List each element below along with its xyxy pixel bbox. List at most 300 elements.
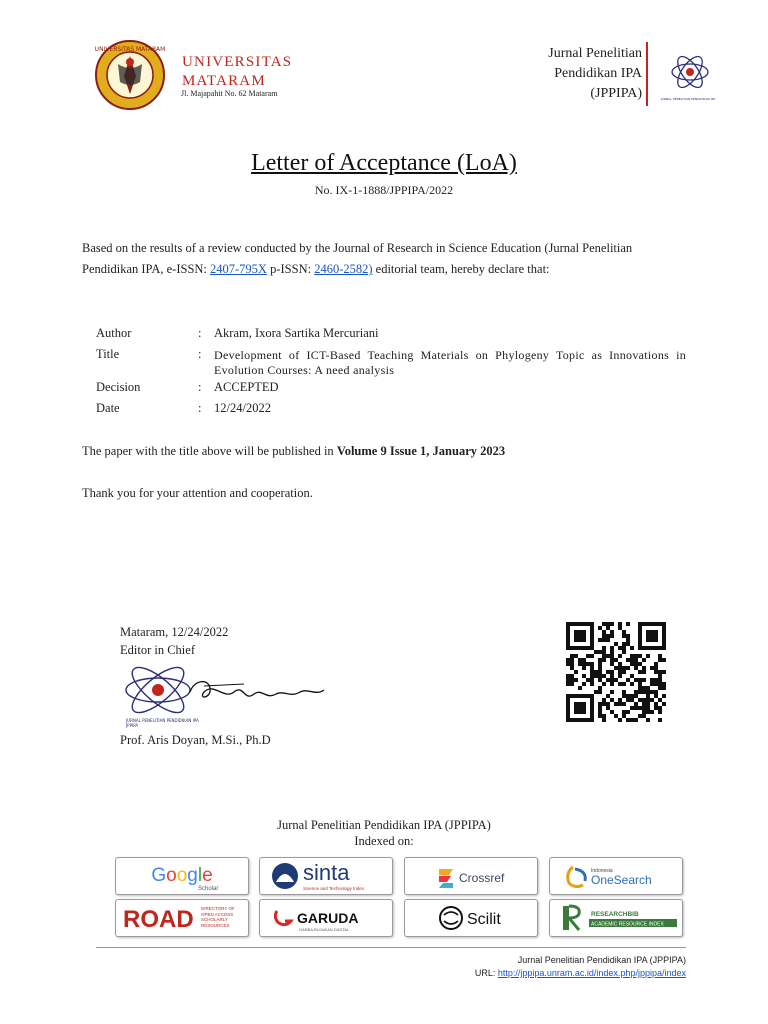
qr-module bbox=[566, 698, 570, 702]
qr-module bbox=[610, 674, 614, 678]
qr-module bbox=[574, 646, 578, 650]
qr-module bbox=[642, 710, 646, 714]
qr-module bbox=[602, 634, 606, 638]
svg-text:ACADEMIC RESOURCE INDEX: ACADEMIC RESOURCE INDEX bbox=[591, 921, 664, 928]
footer-divider bbox=[96, 947, 686, 948]
qr-module bbox=[574, 694, 578, 698]
qr-module bbox=[638, 634, 642, 638]
qr-module bbox=[634, 718, 638, 722]
svg-text:Scholar: Scholar bbox=[198, 886, 219, 892]
qr-code bbox=[561, 620, 671, 724]
title-colon: : bbox=[198, 347, 202, 361]
qr-module bbox=[574, 630, 578, 634]
qr-module bbox=[650, 638, 654, 642]
qr-module bbox=[662, 686, 666, 690]
qr-module bbox=[630, 706, 634, 710]
qr-module bbox=[662, 638, 666, 642]
qr-module bbox=[570, 646, 574, 650]
qr-module bbox=[570, 658, 574, 662]
qr-module bbox=[658, 698, 662, 702]
qr-module bbox=[662, 682, 666, 686]
qr-module bbox=[626, 666, 630, 670]
qr-module bbox=[566, 638, 570, 642]
qr-module bbox=[618, 718, 622, 722]
svg-text:Science and Technology Index: Science and Technology Index bbox=[303, 886, 364, 891]
qr-module bbox=[650, 634, 654, 638]
qr-module bbox=[622, 666, 626, 670]
qr-module bbox=[578, 634, 582, 638]
qr-module bbox=[638, 638, 642, 642]
university-address: Jl. Majapahit No. 62 Mataram bbox=[181, 89, 278, 98]
qr-module bbox=[626, 658, 630, 662]
qr-module bbox=[638, 714, 642, 718]
qr-module bbox=[638, 626, 642, 630]
qr-module bbox=[622, 682, 626, 686]
qr-module bbox=[650, 710, 654, 714]
svg-text:Crossref: Crossref bbox=[459, 871, 505, 885]
qr-module bbox=[582, 622, 586, 626]
thanks-statement: Thank you for your attention and cooperation. bbox=[82, 486, 313, 500]
qr-module bbox=[582, 710, 586, 714]
qr-module bbox=[626, 622, 630, 626]
qr-module bbox=[570, 678, 574, 682]
qr-module bbox=[590, 670, 594, 674]
qr-module bbox=[646, 630, 650, 634]
qr-module bbox=[642, 686, 646, 690]
qr-module bbox=[578, 630, 582, 634]
qr-module bbox=[622, 634, 626, 638]
eissn-link[interactable]: 2407-795X bbox=[210, 262, 267, 276]
qr-module bbox=[642, 706, 646, 710]
qr-module bbox=[618, 622, 622, 626]
qr-module bbox=[646, 706, 650, 710]
qr-module bbox=[642, 666, 646, 670]
qr-module bbox=[650, 622, 654, 626]
qr-module bbox=[578, 622, 582, 626]
qr-module bbox=[598, 678, 602, 682]
qr-module bbox=[630, 694, 634, 698]
qr-module bbox=[582, 658, 586, 662]
qr-module bbox=[638, 662, 642, 666]
journal-logo bbox=[652, 38, 716, 108]
qr-module bbox=[634, 694, 638, 698]
university-logo bbox=[88, 38, 174, 112]
qr-module bbox=[622, 650, 626, 654]
svg-text:RESEARCHBIB: RESEARCHBIB bbox=[591, 911, 639, 918]
qr-module bbox=[626, 710, 630, 714]
qr-module bbox=[618, 626, 622, 630]
qr-module bbox=[662, 694, 666, 698]
qr-module bbox=[638, 690, 642, 694]
qr-module bbox=[602, 674, 606, 678]
svg-text:JURNAL PENELITIAN PENDIDIKAN I: JURNAL PENELITIAN PENDIDIKAN IPA bbox=[660, 97, 716, 101]
crossref-badge[interactable] bbox=[404, 857, 538, 895]
qr-module bbox=[618, 662, 622, 666]
qr-module bbox=[598, 690, 602, 694]
qr-module bbox=[602, 702, 606, 706]
qr-module bbox=[642, 698, 646, 702]
qr-module bbox=[622, 646, 626, 650]
qr-module bbox=[578, 702, 582, 706]
qr-module bbox=[590, 634, 594, 638]
qr-module bbox=[618, 654, 622, 658]
google-scholar-badge[interactable] bbox=[115, 857, 249, 895]
onesearch-badge[interactable] bbox=[549, 857, 683, 895]
qr-module bbox=[634, 702, 638, 706]
qr-module bbox=[586, 654, 590, 658]
qr-module bbox=[630, 646, 634, 650]
qr-module bbox=[566, 678, 570, 682]
date-label: Date bbox=[96, 401, 120, 415]
qr-module bbox=[646, 690, 650, 694]
qr-module bbox=[590, 678, 594, 682]
qr-module bbox=[590, 666, 594, 670]
qr-module bbox=[654, 646, 658, 650]
qr-module bbox=[614, 666, 618, 670]
qr-module bbox=[566, 718, 570, 722]
garuda-badge[interactable] bbox=[259, 899, 393, 937]
qr-module bbox=[578, 658, 582, 662]
qr-module bbox=[646, 622, 650, 626]
qr-module bbox=[606, 670, 610, 674]
qr-module bbox=[630, 662, 634, 666]
qr-module bbox=[590, 638, 594, 642]
signature-name: Prof. Aris Doyan, M.Si., Ph.D bbox=[120, 733, 271, 747]
qr-module bbox=[610, 662, 614, 666]
qr-module bbox=[590, 706, 594, 710]
qr-module bbox=[642, 622, 646, 626]
qr-module bbox=[578, 638, 582, 642]
qr-module bbox=[658, 718, 662, 722]
qr-module bbox=[582, 718, 586, 722]
qr-module bbox=[606, 654, 610, 658]
qr-module bbox=[634, 678, 638, 682]
qr-module bbox=[642, 690, 646, 694]
qr-module bbox=[658, 654, 662, 658]
qr-module bbox=[646, 698, 650, 702]
qr-module bbox=[634, 666, 638, 670]
svg-text:Google: Google bbox=[151, 865, 213, 886]
qr-module bbox=[602, 682, 606, 686]
qr-module bbox=[618, 674, 622, 678]
qr-module bbox=[598, 670, 602, 674]
qr-module bbox=[626, 678, 630, 682]
qr-module bbox=[586, 622, 590, 626]
qr-module bbox=[646, 686, 650, 690]
qr-module bbox=[566, 646, 570, 650]
qr-module bbox=[614, 714, 618, 718]
qr-module bbox=[654, 666, 658, 670]
qr-module bbox=[606, 622, 610, 626]
qr-module bbox=[574, 634, 578, 638]
qr-module bbox=[606, 706, 610, 710]
intro-paragraph: Based on the results of a review conducted by the Journal of Research in Science Education (Jurnal Penelitian Pendidikan IPA, e-ISSN: 2407-795X p-ISSN: 2460-2582) editorial team, hereby declare that: bbox=[82, 241, 633, 276]
qr-module bbox=[610, 690, 614, 694]
qr-module bbox=[646, 702, 650, 706]
qr-module bbox=[646, 654, 650, 658]
qr-module bbox=[598, 662, 602, 666]
indexing-heading: Jurnal Penelitian Pendidikan IPA (JPPIPA) Indexed on: bbox=[277, 818, 491, 848]
road-badge[interactable]: ROAD DIRECTORY OF OPEN ACCESS SCHOLARLY RESOURCES bbox=[115, 899, 249, 937]
qr-module bbox=[598, 706, 602, 710]
qr-module bbox=[582, 674, 586, 678]
qr-module bbox=[610, 658, 614, 662]
qr-module bbox=[590, 702, 594, 706]
qr-module bbox=[578, 710, 582, 714]
qr-module bbox=[570, 674, 574, 678]
qr-module bbox=[614, 678, 618, 682]
qr-module bbox=[654, 662, 658, 666]
qr-module bbox=[606, 634, 610, 638]
qr-module bbox=[646, 634, 650, 638]
author-colon: : bbox=[198, 326, 202, 340]
qr-module bbox=[650, 682, 654, 686]
qr-module bbox=[570, 718, 574, 722]
qr-module bbox=[610, 678, 614, 682]
qr-module bbox=[566, 706, 570, 710]
qr-module bbox=[566, 714, 570, 718]
qr-module bbox=[610, 670, 614, 674]
svg-text:ROAD: ROAD bbox=[123, 906, 194, 933]
qr-module bbox=[602, 714, 606, 718]
qr-module bbox=[650, 666, 654, 670]
qr-module bbox=[642, 658, 646, 662]
svg-text:OneSearch: OneSearch bbox=[591, 873, 652, 887]
qr-module bbox=[638, 706, 642, 710]
publish-statement: The paper with the title above will be published in Volume 9 Issue 1, January 2023 bbox=[82, 444, 506, 458]
qr-module bbox=[614, 658, 618, 662]
qr-module bbox=[638, 642, 642, 646]
qr-module bbox=[590, 698, 594, 702]
qr-module bbox=[606, 702, 610, 706]
qr-module bbox=[574, 710, 578, 714]
qr-module bbox=[618, 666, 622, 670]
qr-module bbox=[602, 646, 606, 650]
qr-module bbox=[634, 690, 638, 694]
date-colon: : bbox=[198, 401, 202, 415]
qr-module bbox=[570, 622, 574, 626]
sinta-badge[interactable] bbox=[259, 857, 393, 895]
qr-module bbox=[662, 626, 666, 630]
qr-module bbox=[574, 718, 578, 722]
qr-module bbox=[602, 638, 606, 642]
qr-module bbox=[662, 642, 666, 646]
footer-journal: Jurnal Penelitian Pendidikan IPA (JPPIPA) bbox=[517, 955, 686, 965]
qr-module bbox=[578, 686, 582, 690]
qr-module bbox=[590, 662, 594, 666]
qr-module bbox=[574, 678, 578, 682]
qr-module bbox=[598, 686, 602, 690]
qr-module bbox=[570, 682, 574, 686]
qr-module bbox=[650, 630, 654, 634]
qr-module bbox=[654, 694, 658, 698]
qr-module bbox=[646, 694, 650, 698]
qr-module bbox=[638, 682, 642, 686]
qr-module bbox=[590, 710, 594, 714]
qr-module bbox=[630, 698, 634, 702]
qr-module bbox=[658, 682, 662, 686]
qr-module bbox=[626, 634, 630, 638]
qr-module bbox=[582, 630, 586, 634]
qr-module bbox=[618, 702, 622, 706]
qr-module bbox=[590, 682, 594, 686]
qr-module bbox=[566, 622, 570, 626]
qr-module bbox=[590, 622, 594, 626]
qr-module bbox=[566, 630, 570, 634]
date-value: 12/24/2022 bbox=[214, 401, 271, 415]
qr-module bbox=[570, 654, 574, 658]
header-divider bbox=[646, 42, 648, 106]
qr-module bbox=[586, 646, 590, 650]
qr-module bbox=[570, 694, 574, 698]
qr-module bbox=[566, 682, 570, 686]
qr-module bbox=[606, 626, 610, 630]
qr-module bbox=[642, 714, 646, 718]
qr-module bbox=[658, 622, 662, 626]
qr-module bbox=[658, 706, 662, 710]
qr-module bbox=[582, 694, 586, 698]
qr-module bbox=[566, 710, 570, 714]
qr-module bbox=[598, 626, 602, 630]
qr-module bbox=[586, 694, 590, 698]
researchbib-badge[interactable] bbox=[549, 899, 683, 937]
decision-colon: : bbox=[198, 380, 202, 394]
qr-module bbox=[650, 698, 654, 702]
qr-module bbox=[622, 694, 626, 698]
qr-module bbox=[590, 718, 594, 722]
qr-module bbox=[654, 690, 658, 694]
qr-module bbox=[590, 694, 594, 698]
qr-module bbox=[582, 702, 586, 706]
qr-module bbox=[658, 646, 662, 650]
qr-module bbox=[654, 634, 658, 638]
svg-text:UNIVERSITAS MATARAM: UNIVERSITAS MATARAM bbox=[94, 46, 166, 53]
letter-number: No. IX-1-1888/JPPIPA/2022 bbox=[314, 183, 454, 197]
svg-text:Scilit: Scilit bbox=[467, 911, 501, 928]
qr-module bbox=[610, 630, 614, 634]
qr-module bbox=[654, 630, 658, 634]
qr-module bbox=[622, 642, 626, 646]
qr-module bbox=[638, 646, 642, 650]
qr-module bbox=[566, 702, 570, 706]
qr-module bbox=[618, 670, 622, 674]
signature-place-date: Mataram, 12/24/2022 bbox=[120, 625, 229, 639]
qr-module bbox=[578, 706, 582, 710]
qr-module bbox=[566, 674, 570, 678]
qr-module bbox=[622, 714, 626, 718]
pissn-link[interactable]: 2460-2582) bbox=[314, 262, 373, 276]
qr-module bbox=[566, 658, 570, 662]
qr-module bbox=[642, 670, 646, 674]
qr-module bbox=[590, 626, 594, 630]
qr-module bbox=[662, 658, 666, 662]
qr-module bbox=[626, 718, 630, 722]
qr-module bbox=[582, 682, 586, 686]
qr-module bbox=[610, 650, 614, 654]
qr-module bbox=[610, 710, 614, 714]
letter-title: Letter of Acceptance (LoA) bbox=[251, 150, 517, 176]
qr-module bbox=[582, 706, 586, 710]
qr-module bbox=[658, 710, 662, 714]
qr-module bbox=[646, 710, 650, 714]
qr-module bbox=[626, 638, 630, 642]
qr-module bbox=[578, 694, 582, 698]
qr-module bbox=[574, 670, 578, 674]
qr-module bbox=[630, 658, 634, 662]
qr-module bbox=[654, 678, 658, 682]
qr-module bbox=[650, 690, 654, 694]
qr-module bbox=[638, 622, 642, 626]
qr-module bbox=[574, 654, 578, 658]
qr-module bbox=[566, 642, 570, 646]
qr-module bbox=[662, 670, 666, 674]
qr-module bbox=[614, 702, 618, 706]
qr-module bbox=[602, 658, 606, 662]
qr-module bbox=[638, 630, 642, 634]
decision-label: Decision bbox=[96, 380, 141, 394]
qr-module bbox=[658, 670, 662, 674]
qr-module bbox=[590, 654, 594, 658]
qr-module bbox=[610, 622, 614, 626]
qr-module bbox=[610, 698, 614, 702]
qr-module bbox=[638, 698, 642, 702]
qr-module bbox=[626, 694, 630, 698]
qr-module bbox=[654, 706, 658, 710]
qr-module bbox=[570, 666, 574, 670]
qr-module bbox=[646, 646, 650, 650]
qr-module bbox=[634, 662, 638, 666]
journal-url-link[interactable]: http://jppipa.unram.ac.id/index.php/jppipa/index bbox=[497, 968, 686, 978]
qr-module bbox=[630, 682, 634, 686]
qr-module bbox=[574, 622, 578, 626]
qr-module bbox=[654, 682, 658, 686]
svg-text:Indonesia: Indonesia bbox=[591, 868, 613, 874]
qr-module bbox=[594, 670, 598, 674]
qr-module bbox=[658, 686, 662, 690]
qr-module bbox=[574, 706, 578, 710]
scilit-badge[interactable] bbox=[404, 899, 538, 937]
qr-module bbox=[662, 702, 666, 706]
qr-module bbox=[622, 630, 626, 634]
svg-text:JURNAL PENELITIAN PENDIDIKAN I: JURNAL PENELITIAN PENDIDIKAN IPA bbox=[126, 718, 199, 723]
qr-module bbox=[594, 650, 598, 654]
qr-module bbox=[606, 638, 610, 642]
qr-module bbox=[654, 638, 658, 642]
qr-module bbox=[582, 666, 586, 670]
qr-module bbox=[654, 702, 658, 706]
qr-module bbox=[566, 626, 570, 630]
qr-module bbox=[622, 670, 626, 674]
qr-module bbox=[566, 694, 570, 698]
qr-module bbox=[646, 638, 650, 642]
qr-module bbox=[630, 674, 634, 678]
decision-value: ACCEPTED bbox=[214, 380, 279, 394]
qr-module bbox=[646, 718, 650, 722]
qr-module bbox=[598, 638, 602, 642]
qr-module bbox=[578, 646, 582, 650]
qr-module bbox=[654, 670, 658, 674]
journal-name: Jurnal Penelitian Pendidikan IPA (JPPIPA) bbox=[548, 46, 642, 101]
title-label: Title bbox=[96, 347, 120, 361]
qr-module bbox=[594, 690, 598, 694]
qr-module bbox=[662, 630, 666, 634]
author-value: Akram, Ixora Sartika Mercuriani bbox=[214, 326, 379, 340]
qr-module bbox=[598, 674, 602, 678]
qr-module bbox=[602, 622, 606, 626]
qr-module bbox=[634, 658, 638, 662]
qr-module bbox=[590, 674, 594, 678]
footer-url: URL: http://jppipa.unram.ac.id/index.php/jppipa/index bbox=[474, 968, 686, 978]
